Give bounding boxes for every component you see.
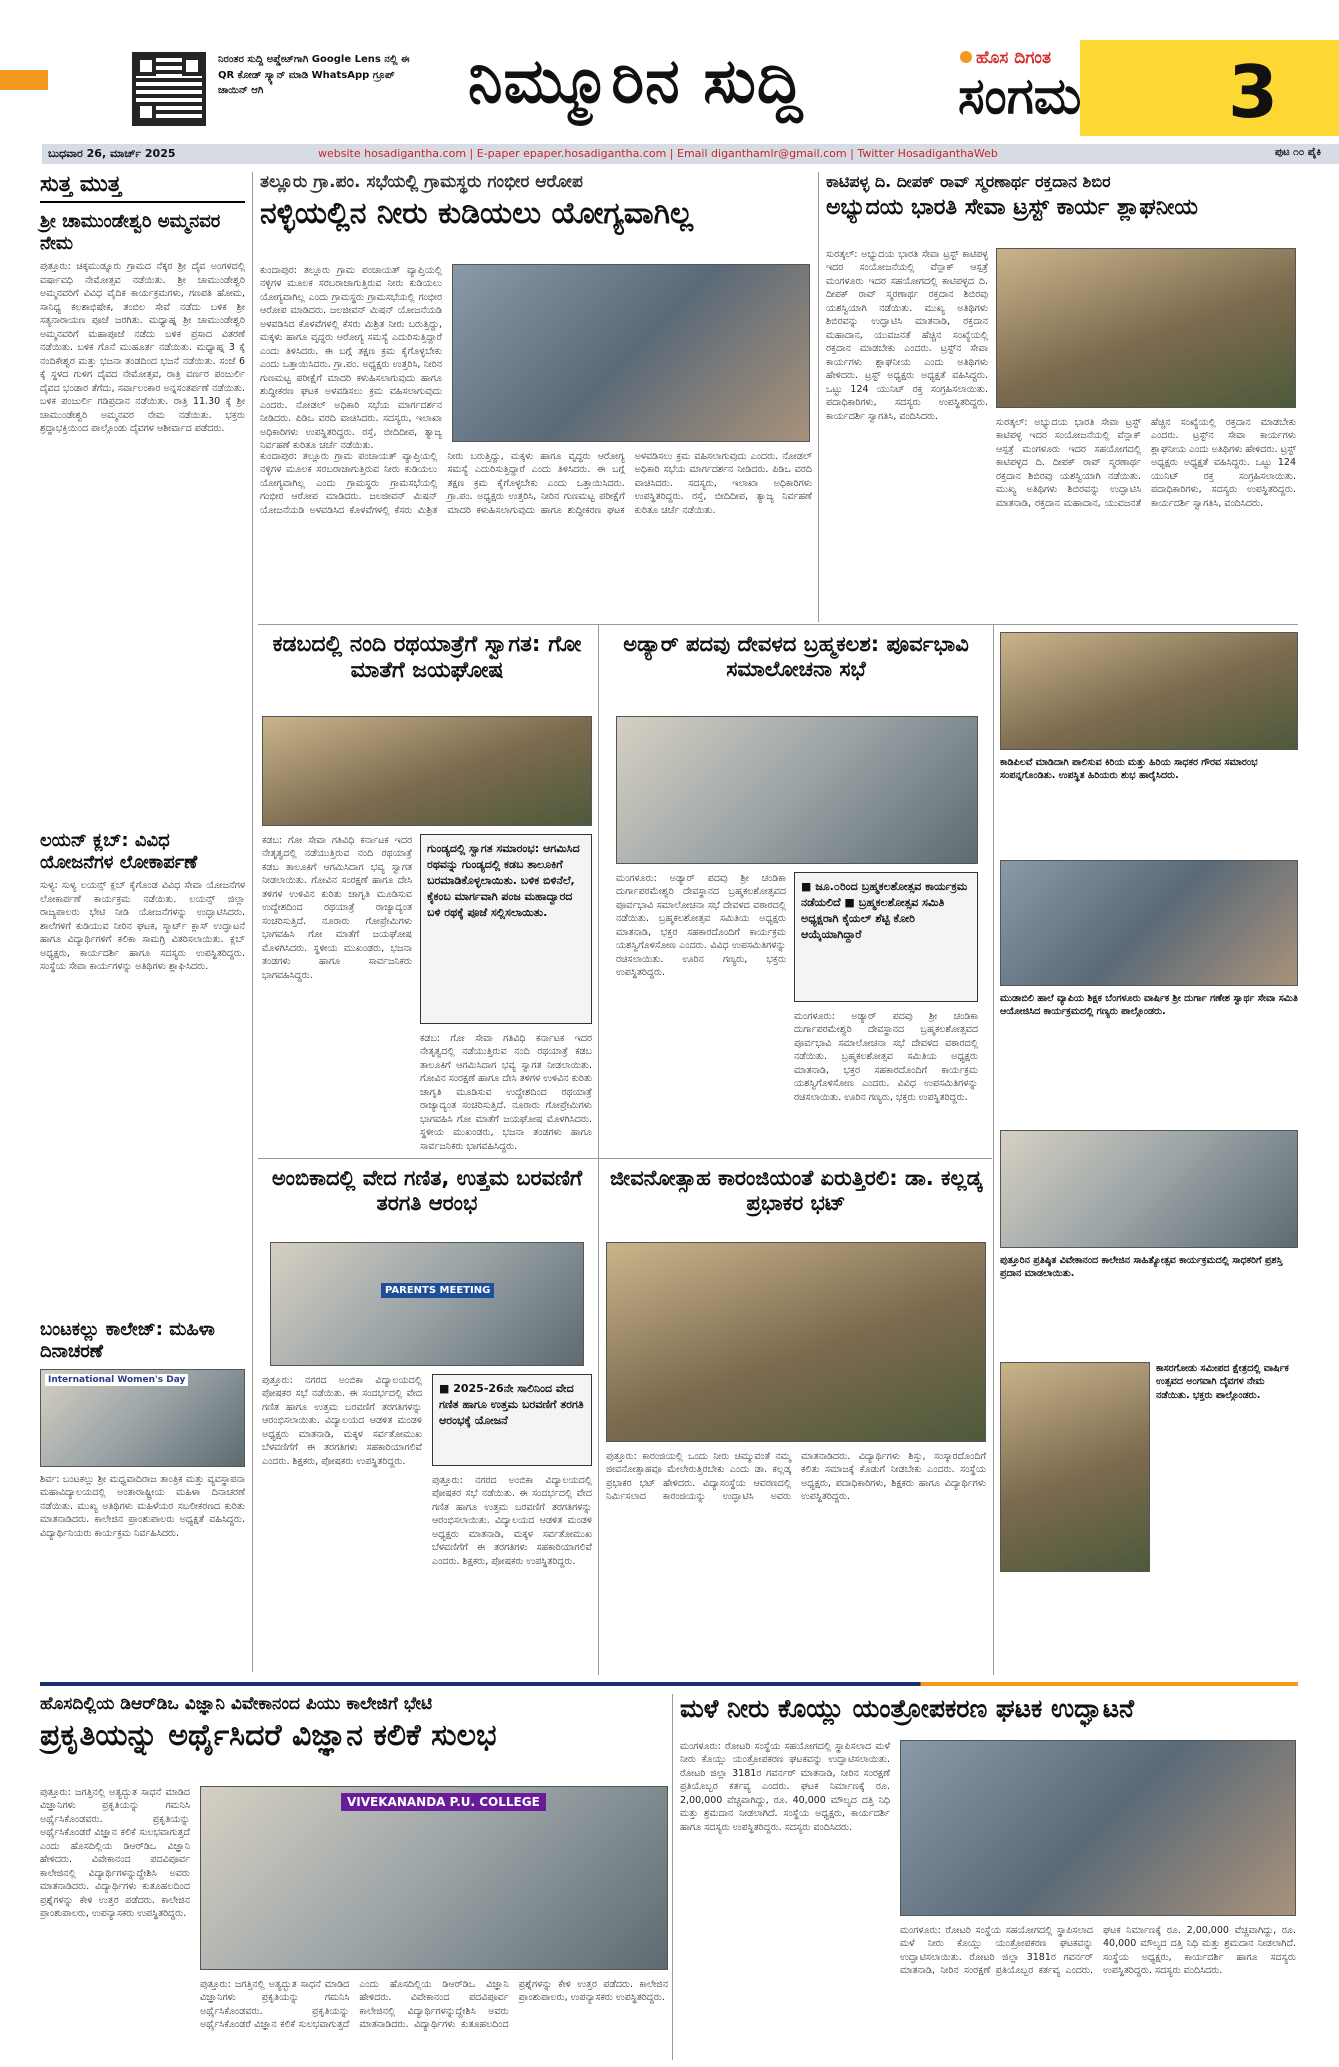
story-headline: ಜೀವನೋತ್ಸಾಹ ಕಾರಂಜಿಯಂತೆ ಏರುತ್ತಿರಲಿ: ಡಾ. ಕಲ್ಲಡ್ಕ ಪ್ರಭಾಕರ ಭಟ್ xyxy=(610,1166,982,1216)
photo-column xyxy=(1000,632,1298,1672)
photo-caption: ಕಾಸರಗೋಡು ಸಮೀಪದ ಕ್ಷೇತ್ರದಲ್ಲಿ ವಾರ್ಷಿಕ ಉತ್ಸವದ ಅಂಗವಾಗಿ ದೈವಗಳ ನೇಮ ನಡೆಯಿತು. ಭಕ್ತರು ಪಾಲ್ಗೊಂಡರು. xyxy=(1156,1363,1289,1401)
section-divider xyxy=(40,1682,1298,1686)
column-rule xyxy=(993,625,994,1675)
story-title: ಲಯನ್ ಕ್ಲಬ್: ವಿವಿಧ ಯೋಜನೆಗಳ ಲೋಕಾರ್ಪಣೆ xyxy=(40,830,198,873)
left-column xyxy=(40,172,245,1672)
story-kicker: ಕಾಟಿಪಳ್ಳ ದಿ. ದೀಪಕ್ ರಾವ್ ಸ್ಮರಣಾರ್ಥ ರಕ್ತದಾನ ಶಿಬಿರ xyxy=(826,172,1111,191)
story-body: ಕುಂದಾಪುರ: ತಲ್ಲೂರು ಗ್ರಾಮ ಪಂಚಾಯತ್ ವ್ಯಾಪ್ತಿಯಲ್ಲಿ ನಳ್ಳಿಗಳ ಮೂಲಕ ಸರಬರಾಜಾಗುತ್ತಿರುವ ನೀರು ಕುಡಿಯಲು ಯೋಗ್ಯವಾಗಿಲ್ಲ ಎಂದು ಗ್ರಾಮಸ್ಥರು ಗ್ರಾಮಸಭೆಯಲ್ಲಿ ಗಂಭೀರ ಆರೋಪ ಮಾಡಿದರು. ಜಲಜೀವನ್ ಮಿಷನ್ ಯೋಜನೆಯಡಿ ಅಳವಡಿಸಿದ ಕೊಳವೆಗಳಲ್ಲಿ ಕೆಸರು ಮಿಶ್ರಿತ ನೀರು ಬರುತ್ತಿದ್ದು, ಮಕ್ಕಳು ಹಾಗೂ ವೃದ್ಧರು ಆರೋಗ್ಯ ಸಮಸ್ಯೆ ಎದುರಿಸುತ್ತಿದ್ದಾರೆ ಎಂದು ತಿಳಿಸಿದರು. ಈ ಬಗ್ಗೆ ತಕ್ಷಣ ಕ್ರಮ ಕೈಗೊಳ್ಳಬೇಕು ಎಂದು ಒತ್ತಾಯಿಸಿದರು. ಗ್ರಾ.ಪಂ. ಅಧ್ಯಕ್ಷರು ಉತ್ತರಿಸಿ, ನೀರಿನ ಗುಣಮಟ್ಟ ಪರೀಕ್ಷೆಗೆ ಮಾದರಿ ಕಳುಹಿಸಲಾಗುವುದು ಹಾಗೂ ಶುದ್ಧೀಕರಣ ಘಟಕ ಅಳವಡಿಸಲು ಕ್ರಮ ವಹಿಸಲಾಗುವುದು ಎಂದರು. ನೋಡಲ್ ಅಧಿಕಾರಿ ಸಭೆಯ ಮಾರ್ಗದರ್ಶನ ನೀಡಿದರು. ಪಿಡಿಒ ವರದಿ ವಾಚಿಸಿದರು. ಸದಸ್ಯರು, ಇಲಾಖಾ ಅಧಿಕಾರಿಗಳು ಉಪಸ್ಥಿತರಿದ್ದರು. ರಸ್ತೆ, ಬೀದಿದೀಪ, ತ್ಯಾಜ್ಯ ನಿರ್ವಹಣೆ ಕುರಿತೂ ಚರ್ಚೆ ನಡೆಯಿತು. xyxy=(260,265,442,452)
story-headline: ನಳ್ಳಿಯಲ್ಲಿನ ನೀರು ಕುಡಿಯಲು ಯೋಗ್ಯವಾಗಿಲ್ಲ xyxy=(260,196,694,232)
story-body: ಪುತ್ತೂರು: ಜಗತ್ತಿನಲ್ಲಿ ಅತ್ಯದ್ಭುತ ಸಾಧನೆ ಮಾಡಿದ ವಿಜ್ಞಾನಿಗಳು ಪ್ರಕೃತಿಯನ್ನು ಗಮನಿಸಿ ಅರ್ಥೈಸಿಕೊಂಡವರು. ಪ್ರಕೃತಿಯನ್ನು ಅರ್ಥೈಸಿಕೊಂಡರೆ ವಿಜ್ಞಾನ ಕಲಿಕೆ ಸುಲಭವಾಗುತ್ತದೆ ಎಂದು ಹೊಸದಿಲ್ಲಿಯ ಡಿಆರ್‌ಡಿಒ ವಿಜ್ಞಾನಿ ಹೇಳಿದರು. ವಿವೇಕಾನಂದ ಪದವಿಪೂರ್ವ ಕಾಲೇಜಿನಲ್ಲಿ ವಿದ್ಯಾರ್ಥಿಗಳನ್ನುದ್ದೇಶಿಸಿ ಅವರು ಮಾತನಾಡಿದರು. ವಿದ್ಯಾರ್ಥಿಗಳು ಕುತೂಹಲದಿಂದ ಪ್ರಶ್ನೆಗಳನ್ನು ಕೇಳಿ ಉತ್ತರ ಪಡೆದರು. ಕಾಲೇಜಿನ ಪ್ರಾಂಶುಪಾಲರು, ಉಪನ್ಯಾಸಕರು ಉಪಸ್ಥಿತರಿದ್ದರು. xyxy=(40,1787,190,1920)
story-body: ಸುಳ್ಯ: ಸುಳ್ಯ ಲಯನ್ಸ್ ಕ್ಲಬ್ ಕೈಗೊಂಡ ವಿವಿಧ ಸೇವಾ ಯೋಜನೆಗಳ ಲೋಕಾರ್ಪಣೆ ಕಾರ್ಯಕ್ರಮ ನಡೆಯಿತು. ಲಯನ್ಸ್ ಜಿಲ್ಲಾ ರಾಜ್ಯಪಾಲರು ಭೇಟಿ ನೀಡಿ ಯೋಜನೆಗಳನ್ನು ಉದ್ಘಾಟಿಸಿದರು. ಶಾಲೆಗಳಿಗೆ ಕುಡಿಯುವ ನೀರಿನ ಘಟಕ, ಸ್ಮಾರ್ಟ್ ಕ್ಲಾಸ್ ಉದ್ಘಾಟನೆ ಹಾಗೂ ವಿದ್ಯಾರ್ಥಿಗಳಿಗೆ ಕಲಿಕಾ ಸಾಮಗ್ರಿ ವಿತರಿಸಲಾಯಿತು. ಕ್ಲಬ್ ಅಧ್ಯಕ್ಷರು, ಕಾರ್ಯದರ್ಶಿ ಹಾಗೂ ಸದಸ್ಯರು ಉಪಸ್ಥಿತರಿದ್ದರು. ಸಂಸ್ಥೆಯ ಸೇವಾ ಕಾರ್ಯಗಳನ್ನು ಅತಿಥಿಗಳು ಶ್ಲಾಘಿಸಿದರು. xyxy=(40,880,245,973)
masthead-title: ನಿಮ್ಮೂರಿನ ಸುದ್ದಿ xyxy=(468,44,804,117)
rainwater-story xyxy=(680,1694,1298,2060)
page-count: ಪುಟ ೧೦ ಪೈಕಿ xyxy=(1275,147,1322,158)
story-photo xyxy=(262,716,592,826)
contact-links: website hosadigantha.com | E-paper epaper.hosadigantha.com | Email diganthamlr@gmail.com | Twitter HosadiganthaWeb xyxy=(318,147,998,160)
story-body: ಸುರತ್ಕಲ್: ಅಭ್ಯುದಯ ಭಾರತಿ ಸೇವಾ ಟ್ರಸ್ಟ್ ಕಾಟಿಪಳ್ಳ ಇದರ ಸಂಯೋಜನೆಯಲ್ಲಿ ವೆನ್ಲಾಕ್ ಆಸ್ಪತ್ರೆ ಮಂಗಳೂರು ಇದರ ಸಹಯೋಗದಲ್ಲಿ ಕಾಟಿಪಳ್ಳದ ದಿ. ದೀಪಕ್ ರಾವ್ ಸ್ಮರಣಾರ್ಥ ರಕ್ತದಾನ ಶಿಬಿರವು ಯಶಸ್ವಿಯಾಗಿ ನಡೆಯಿತು. ಮುಖ್ಯ ಅತಿಥಿಗಳು ಶಿಬಿರವನ್ನು ಉದ್ಘಾಟಿಸಿ ಮಾತನಾಡಿ, ರಕ್ತದಾನ ಮಹಾದಾನ, ಯುವಜನತೆ ಹೆಚ್ಚಿನ ಸಂಖ್ಯೆಯಲ್ಲಿ ರಕ್ತದಾನ ಮಾಡಬೇಕು ಎಂದರು. ಟ್ರಸ್ಟ್‌ನ ಸೇವಾ ಕಾರ್ಯಗಳು ಶ್ಲಾಘನೀಯ ಎಂದು ಅತಿಥಿಗಳು ಹೇಳಿದರು. ಟ್ರಸ್ಟ್ ಅಧ್ಯಕ್ಷರು ಅಧ್ಯಕ್ಷತೆ ವಹಿಸಿದ್ದರು. ಒಟ್ಟು 124 ಯುನಿಟ್ ರಕ್ತ ಸಂಗ್ರಹಿಸಲಾಯಿತು. ಪದಾಧಿಕಾರಿಗಳು, ಸದಸ್ಯರು ಉಪಸ್ಥಿತರಿದ್ದರು. ಕಾರ್ಯದರ್ಶಿ ಸ್ವಾಗತಿಸಿ, ವಂದಿಸಿದರು. xyxy=(826,249,988,422)
orange-tab xyxy=(0,70,48,90)
story-headline: ಅಭ್ಯುದಯ ಭಾರತಿ ಸೇವಾ ಟ್ರಸ್ಟ್ ಕಾರ್ಯ ಶ್ಲಾಘನೀಯ xyxy=(826,195,1198,221)
rath-yatra-story xyxy=(262,632,592,1152)
ambika-story xyxy=(262,1166,592,1672)
blood-camp-story xyxy=(826,172,1298,622)
story-headline: ಅಡ್ಯಾರ್ ಪದವು ದೇವಳದ ಬ್ರಹ್ಮಕಲಶ: ಪೂರ್ವಭಾವಿ ಸಮಾಲೋಚನಾ ಸಭೆ xyxy=(623,632,969,682)
story-body-cont: ಮಂಗಳೂರು: ಅಡ್ಯಾರ್ ಪದವು ಶ್ರೀ ಚಂಡಿಕಾ ದುರ್ಗಾಪರಮೇಶ್ವರಿ ದೇವಸ್ಥಾನದ ಬ್ರಹ್ಮಕಲಶೋತ್ಸವದ ಪೂರ್ವಭಾವಿ ಸಮಾಲೋಚನಾ ಸಭೆ ದೇವಳದ ವಠಾರದಲ್ಲಿ ನಡೆಯಿತು. ಬ್ರಹ್ಮಕಲಶೋತ್ಸವ ಸಮಿತಿಯ ಅಧ್ಯಕ್ಷರು ಮಾತನಾಡಿ, ಭಕ್ತರ ಸಹಕಾರದೊಂದಿಗೆ ಕಾರ್ಯಕ್ರಮ ಯಶಸ್ವಿಗೊಳಿಸೋಣ ಎಂದರು. ವಿವಿಧ ಉಪಸಮಿತಿಗಳನ್ನು ರಚಿಸಲಾಯಿತು. ಊರಿನ ಗಣ್ಯರು, ಭಕ್ತರು ಉಪಸ್ಥಿತರಿದ್ದರು. xyxy=(794,1011,978,1103)
column-rule xyxy=(672,1694,673,2060)
story-body-cont: ಪುತ್ತೂರು: ನಗರದ ಅಂಬಿಕಾ ವಿದ್ಯಾಲಯದಲ್ಲಿ ಪೋಷಕರ ಸಭೆ ನಡೆಯಿತು. ಈ ಸಂದರ್ಭದಲ್ಲಿ ವೇದ ಗಣಿತ ಹಾಗೂ ಉತ್ತಮ ಬರವಣಿಗೆ ತರಗತಿಗಳನ್ನು ಆರಂಭಿಸಲಾಯಿತು. ವಿದ್ಯಾಲಯದ ಆಡಳಿತ ಮಂಡಳಿ ಅಧ್ಯಕ್ಷರು ಮಾತನಾಡಿ, ಮಕ್ಕಳ ಸರ್ವತೋಮುಖ ಬೆಳವಣಿಗೆಗೆ ಈ ತರಗತಿಗಳು ಸಹಕಾರಿಯಾಗಲಿವೆ ಎಂದರು. ಶಿಕ್ಷಕರು, ಪೋಷಕರು ಉಪಸ್ಥಿತರಿದ್ದರು. xyxy=(432,1475,592,1567)
photo-banner-text: VIVEKANANDA P.U. COLLEGE xyxy=(341,1793,546,1811)
lead-story xyxy=(260,172,812,622)
masthead xyxy=(0,0,1339,160)
story-body: ಪುತ್ತೂರು: ನಗರದ ಅಂಬಿಕಾ ವಿದ್ಯಾಲಯದಲ್ಲಿ ಪೋಷಕರ ಸಭೆ ನಡೆಯಿತು. ಈ ಸಂದರ್ಭದಲ್ಲಿ ವೇದ ಗಣಿತ ಹಾಗೂ ಉತ್ತಮ ಬರವಣಿಗೆ ತರಗತಿಗಳನ್ನು ಆರಂಭಿಸಲಾಯಿತು. ವಿದ್ಯಾಲಯದ ಆಡಳಿತ ಮಂಡಳಿ ಅಧ್ಯಕ್ಷರು ಮಾತನಾಡಿ, ಮಕ್ಕಳ ಸರ್ವತೋಮುಖ ಬೆಳವಣಿಗೆಗೆ ಈ ತರಗತಿಗಳು ಸಹಕಾರಿಯಾಗಲಿವೆ ಎಂದರು. ಶಿಕ್ಷಕರು, ಪೋಷಕರು ಉಪಸ್ಥಿತರಿದ್ದರು. xyxy=(262,1375,422,1467)
section-name: ಸಂಗಮ xyxy=(958,66,1082,125)
story-body: ಶಿರ್ವ: ಬಂಟಕಲ್ಲು ಶ್ರೀ ಮಧ್ವವಾದಿರಾಜ ತಾಂತ್ರಿಕ ಮತ್ತು ವ್ಯವಸ್ಥಾಪನಾ ಮಹಾವಿದ್ಯಾಲಯದಲ್ಲಿ ಅಂತಾರಾಷ್ಟ್ರೀಯ ಮಹಿಳಾ ದಿನಾಚರಣೆ ನಡೆಯಿತು. ಮುಖ್ಯ ಅತಿಥಿಗಳು ಮಹಿಳೆಯರ ಸಬಲೀಕರಣದ ಕುರಿತು ಮಾತನಾಡಿದರು. ಕಾಲೇಜಿನ ಪ್ರಾಂಶುಪಾಲರು ಅಧ್ಯಕ್ಷತೆ ವಹಿಸಿದ್ದರು. ವಿದ್ಯಾರ್ಥಿನಿಯರು ಕಾರ್ಯಕ್ರಮ ನಿರ್ವಹಿಸಿದರು. xyxy=(40,1473,245,1539)
story-body: ಪುತ್ತೂರು: ಕಾರಂಜಿಯಲ್ಲಿ ಒಂದು ನೀರು ಚಿಮ್ಮುವಂತೆ ನಮ್ಮ ಜೀವನೋತ್ಸಾಹವೂ ಮೇಲೇರುತ್ತಿರಬೇಕು ಎಂದು ಡಾ. ಕಲ್ಲಡ್ಕ ಪ್ರಭಾಕರ ಭಟ್ ಹೇಳಿದರು. ವಿದ್ಯಾಸಂಸ್ಥೆಯ ಆವರಣದಲ್ಲಿ ನಿರ್ಮಿಸಲಾದ ಕಾರಂಜಿಯನ್ನು ಉದ್ಘಾಟಿಸಿ ಅವರು ಮಾತನಾಡಿದರು. ವಿದ್ಯಾರ್ಥಿಗಳು ಶಿಸ್ತು, ಸಂಸ್ಕಾರದೊಂದಿಗೆ ಕಲಿತು ಸಮಾಜಕ್ಕೆ ಕೊಡುಗೆ ನೀಡಬೇಕು ಎಂದರು. ಸಂಸ್ಥೆಯ ಅಧ್ಯಕ್ಷರು, ಪದಾಧಿಕಾರಿಗಳು, ಶಿಕ್ಷಕರು ಹಾಗೂ ವಿದ್ಯಾರ್ಥಿಗಳು ಉಪಸ್ಥಿತರಿದ್ದರು. xyxy=(606,1451,986,1503)
brand-logo xyxy=(960,48,1051,68)
story-photo xyxy=(200,1786,668,1970)
story-photo xyxy=(900,1740,1296,1916)
story-body: ಕಡಬ: ಗೋ ಸೇವಾ ಗತಿವಿಧಿ ಕರ್ನಾಟಕ ಇದರ ನೇತೃತ್ವದಲ್ಲಿ ನಡೆಯುತ್ತಿರುವ ನಂದಿ ರಥಯಾತ್ರೆ ಕಡಬ ತಾಲೂಕಿಗೆ ಆಗಮಿಸಿದಾಗ ಭವ್ಯ ಸ್ವಾಗತ ನೀಡಲಾಯಿತು. ಗೋವಿನ ಸಂರಕ್ಷಣೆ ಹಾಗೂ ದೇಸಿ ತಳಿಗಳ ಉಳಿವಿನ ಕುರಿತು ಜಾಗೃತಿ ಮೂಡಿಸುವ ಉದ್ದೇಶದಿಂದ ರಥಯಾತ್ರೆ ರಾಜ್ಯಾದ್ಯಂತ ಸಂಚರಿಸುತ್ತಿದೆ. ನೂರಾರು ಗೋಪ್ರೇಮಿಗಳು ಭಾಗವಹಿಸಿ ಗೋ ಮಾತೆಗೆ ಜಯಘೋಷ ಮೊಳಗಿಸಿದರು. ಸ್ಥಳೀಯ ಮುಖಂಡರು, ಭಜನಾ ತಂಡಗಳು ಹಾಗೂ ಸಾರ್ವಜನಿಕರು ಭಾಗವಹಿಸಿದ್ದರು. xyxy=(262,835,412,981)
story-headline: ಮಳೆ ನೀರು ಕೊಯ್ಲು ಯಂತ್ರೋಪಕರಣ ಘಟಕ ಉದ್ಘಾಟನೆ xyxy=(680,1694,1135,1723)
story-photo xyxy=(1000,860,1298,986)
story-body-cont: ಮಂಗಳೂರು: ರೋಟರಿ ಸಂಸ್ಥೆಯ ಸಹಯೋಗದಲ್ಲಿ ಸ್ಥಾಪಿಸಲಾದ ಮಳೆ ನೀರು ಕೊಯ್ಲು ಯಂತ್ರೋಪಕರಣ ಘಟಕವನ್ನು ಉದ್ಘಾಟಿಸಲಾಯಿತು. ರೋಟರಿ ಜಿಲ್ಲಾ 3181ರ ಗವರ್ನರ್ ಮಾತನಾಡಿ, ನೀರಿನ ಸಂರಕ್ಷಣೆ ಪ್ರತಿಯೊಬ್ಬರ ಕರ್ತವ್ಯ ಎಂದರು. ಘಟಕ ನಿರ್ಮಾಣಕ್ಕೆ ರೂ. 2,00,000 ವೆಚ್ಚವಾಗಿದ್ದು, ರೂ. 40,000 ಮೌಲ್ಯದ ದತ್ತಿ ನಿಧಿ ಮತ್ತು ಶ್ರಮದಾನ ನೀಡಲಾಗಿದೆ. ಸಂಸ್ಥೆಯ ಅಧ್ಯಕ್ಷರು, ಕಾರ್ಯದರ್ಶಿ ಹಾಗೂ ಸದಸ್ಯರು ಉಪಸ್ಥಿತರಿದ್ದರು. ಸದಸ್ಯರು ವಂದಿಸಿದರು. xyxy=(900,1925,1296,1977)
story-body-cont: ಕುಂದಾಪುರ: ತಲ್ಲೂರು ಗ್ರಾಮ ಪಂಚಾಯತ್ ವ್ಯಾಪ್ತಿಯಲ್ಲಿ ನಳ್ಳಿಗಳ ಮೂಲಕ ಸರಬರಾಜಾಗುತ್ತಿರುವ ನೀರು ಕುಡಿಯಲು ಯೋಗ್ಯವಾಗಿಲ್ಲ ಎಂದು ಗ್ರಾಮಸ್ಥರು ಗ್ರಾಮಸಭೆಯಲ್ಲಿ ಗಂಭೀರ ಆರೋಪ ಮಾಡಿದರು. ಜಲಜೀವನ್ ಮಿಷನ್ ಯೋಜನೆಯಡಿ ಅಳವಡಿಸಿದ ಕೊಳವೆಗಳಲ್ಲಿ ಕೆಸರು ಮಿಶ್ರಿತ ನೀರು ಬರುತ್ತಿದ್ದು, ಮಕ್ಕಳು ಹಾಗೂ ವೃದ್ಧರು ಆರೋಗ್ಯ ಸಮಸ್ಯೆ ಎದುರಿಸುತ್ತಿದ್ದಾರೆ ಎಂದು ತಿಳಿಸಿದರು. ಈ ಬಗ್ಗೆ ತಕ್ಷಣ ಕ್ರಮ ಕೈಗೊಳ್ಳಬೇಕು ಎಂದು ಒತ್ತಾಯಿಸಿದರು. ಗ್ರಾ.ಪಂ. ಅಧ್ಯಕ್ಷರು ಉತ್ತರಿಸಿ, ನೀರಿನ ಗುಣಮಟ್ಟ ಪರೀಕ್ಷೆಗೆ ಮಾದರಿ ಕಳುಹಿಸಲಾಗುವುದು ಹಾಗೂ ಶುದ್ಧೀಕರಣ ಘಟಕ ಅಳವಡಿಸಲು ಕ್ರಮ ವಹಿಸಲಾಗುವುದು ಎಂದರು. ನೋಡಲ್ ಅಧಿಕಾರಿ ಸಭೆಯ ಮಾರ್ಗದರ್ಶನ ನೀಡಿದರು. ಪಿಡಿಒ ವರದಿ ವಾಚಿಸಿದರು. ಸದಸ್ಯರು, ಇಲಾಖಾ ಅಧಿಕಾರಿಗಳು ಉಪಸ್ಥಿತರಿದ್ದರು. ರಸ್ತೆ, ಬೀದಿದೀಪ, ತ್ಯಾಜ್ಯ ನಿರ್ವಹಣೆ ಕುರಿತೂ ಚರ್ಚೆ ನಡೆಯಿತು. xyxy=(260,451,812,516)
story-headline: ಅಂಬಿಕಾದಲ್ಲಿ ವೇದ ಗಣಿತ, ಉತ್ತಮ ಬರವಣಿಗೆ ತರಗತಿ ಆರಂಭ xyxy=(271,1166,583,1216)
story-kicker: ತಲ್ಲೂರು ಗ್ರಾ.ಪಂ. ಸಭೆಯಲ್ಲಿ ಗ್ರಾಮಸ್ಥರು ಗಂಭೀರ ಆರೋಪ xyxy=(260,172,583,192)
story-body-cont: ಸುರತ್ಕಲ್: ಅಭ್ಯುದಯ ಭಾರತಿ ಸೇವಾ ಟ್ರಸ್ಟ್ ಕಾಟಿಪಳ್ಳ ಇದರ ಸಂಯೋಜನೆಯಲ್ಲಿ ವೆನ್ಲಾಕ್ ಆಸ್ಪತ್ರೆ ಮಂಗಳೂರು ಇದರ ಸಹಯೋಗದಲ್ಲಿ ಕಾಟಿಪಳ್ಳದ ದಿ. ದೀಪಕ್ ರಾವ್ ಸ್ಮರಣಾರ್ಥ ರಕ್ತದಾನ ಶಿಬಿರವು ಯಶಸ್ವಿಯಾಗಿ ನಡೆಯಿತು. ಮುಖ್ಯ ಅತಿಥಿಗಳು ಶಿಬಿರವನ್ನು ಉದ್ಘಾಟಿಸಿ ಮಾತನಾಡಿ, ರಕ್ತದಾನ ಮಹಾದಾನ, ಯುವಜನತೆ ಹೆಚ್ಚಿನ ಸಂಖ್ಯೆಯಲ್ಲಿ ರಕ್ತದಾನ ಮಾಡಬೇಕು ಎಂದರು. ಟ್ರಸ್ಟ್‌ನ ಸೇವಾ ಕಾರ್ಯಗಳು ಶ್ಲಾಘನೀಯ ಎಂದು ಅತಿಥಿಗಳು ಹೇಳಿದರು. ಟ್ರಸ್ಟ್ ಅಧ್ಯಕ್ಷರು ಅಧ್ಯಕ್ಷತೆ ವಹಿಸಿದ್ದರು. ಒಟ್ಟು 124 ಯುನಿಟ್ ರಕ್ತ ಸಂಗ್ರಹಿಸಲಾಯಿತು. ಪದಾಧಿಕಾರಿಗಳು, ಸದಸ್ಯರು ಉಪಸ್ಥಿತರಿದ್ದರು. ಕಾರ್ಯದರ್ಶಿ ಸ್ವಾಗತಿಸಿ, ವಂದಿಸಿದರು. xyxy=(996,417,1296,509)
story-photo xyxy=(1000,632,1298,750)
photo-banner-text: International Women's Day xyxy=(45,1374,188,1386)
brand-name: ಹೊಸ ದಿಗಂತ xyxy=(976,48,1051,68)
page-number: 3 xyxy=(1228,50,1279,134)
story-photo xyxy=(616,716,978,864)
story-body: ಮಂಗಳೂರು: ರೋಟರಿ ಸಂಸ್ಥೆಯ ಸಹಯೋಗದಲ್ಲಿ ಸ್ಥಾಪಿಸಲಾದ ಮಳೆ ನೀರು ಕೊಯ್ಲು ಯಂತ್ರೋಪಕರಣ ಘಟಕವನ್ನು ಉದ್ಘಾಟಿಸಲಾಯಿತು. ರೋಟರಿ ಜಿಲ್ಲಾ 3181ರ ಗವರ್ನರ್ ಮಾತನಾಡಿ, ನೀರಿನ ಸಂರಕ್ಷಣೆ ಪ್ರತಿಯೊಬ್ಬರ ಕರ್ತವ್ಯ ಎಂದರು. ಘಟಕ ನಿರ್ಮಾಣಕ್ಕೆ ರೂ. 2,00,000 ವೆಚ್ಚವಾಗಿದ್ದು, ರೂ. 40,000 ಮೌಲ್ಯದ ದತ್ತಿ ನಿಧಿ ಮತ್ತು ಶ್ರಮದಾನ ನೀಡಲಾಗಿದೆ. ಸಂಸ್ಥೆಯ ಅಧ್ಯಕ್ಷರು, ಕಾರ್ಯದರ್ಶಿ ಹಾಗೂ ಸದಸ್ಯರು ಉಪಸ್ಥಿತರಿದ್ದರು. ಸದಸ್ಯರು ವಂದಿಸಿದರು. xyxy=(680,1741,890,1833)
photo-caption: ಕಾಡಿಪಿಲವೆ ಮಾಡಿದಾಗಿ ಪಾಲಿಸುವ ಕಿರಿಯ ಮತ್ತು ಹಿರಿಯ ಸಾಧಕರ ಗೌರವ ಸಮಾರಂಭ ಸಂಪನ್ನಗೊಂಡಿತು. ಉಪಸ್ಥಿತ ಹಿರಿಯರು ಶುಭ ಹಾರೈಸಿದರು. xyxy=(1000,757,1258,782)
column-rule xyxy=(252,172,253,1672)
column-rule xyxy=(598,625,599,1675)
column-rule xyxy=(818,172,819,622)
photo-caption: ಪುತ್ತೂರಿನ ಪ್ರತಿಷ್ಠಿತ ವಿವೇಕಾನಂದ ಕಾಲೇಜಿನ ಸಾಹಿತ್ಯೋತ್ಸವ ಕಾರ್ಯಕ್ರಮದಲ್ಲಿ ಸಾಧಕರಿಗೆ ಪ್ರಶಸ್ತಿ ಪ್ರದಾನ ಮಾಡಲಾಯಿತು. xyxy=(1000,1255,1283,1280)
drdo-story xyxy=(40,1694,670,2060)
story-photo xyxy=(1000,1130,1298,1248)
story-headline: ಕಡಬದಲ್ಲಿ ನಂದಿ ರಥಯಾತ್ರೆಗೆ ಸ್ವಾಗತ: ಗೋ ಮಾತೆಗೆ ಜಯಘೋಷ xyxy=(272,632,582,684)
info-box: ■ 2025-26ನೇ ಸಾಲಿನಿಂದ ವೇದ ಗಣಿತ ಹಾಗೂ ಉತ್ತಮ ಬರವಣಿಗೆ ತರಗತಿ ಆರಂಭಕ್ಕೆ ಯೋಜನೆ xyxy=(432,1374,592,1466)
section-panel xyxy=(1080,40,1339,136)
story-body-cont: ಕಡಬ: ಗೋ ಸೇವಾ ಗತಿವಿಧಿ ಕರ್ನಾಟಕ ಇದರ ನೇತೃತ್ವದಲ್ಲಿ ನಡೆಯುತ್ತಿರುವ ನಂದಿ ರಥಯಾತ್ರೆ ಕಡಬ ತಾಲೂಕಿಗೆ ಆಗಮಿಸಿದಾಗ ಭವ್ಯ ಸ್ವಾಗತ ನೀಡಲಾಯಿತು. ಗೋವಿನ ಸಂರಕ್ಷಣೆ ಹಾಗೂ ದೇಸಿ ತಳಿಗಳ ಉಳಿವಿನ ಕುರಿತು ಜಾಗೃತಿ ಮೂಡಿಸುವ ಉದ್ದೇಶದಿಂದ ರಥಯಾತ್ರೆ ರಾಜ್ಯಾದ್ಯಂತ ಸಂಚರಿಸುತ್ತಿದೆ. ನೂರಾರು ಗೋಪ್ರೇಮಿಗಳು ಭಾಗವಹಿಸಿ ಗೋ ಮಾತೆಗೆ ಜಯಘೋಷ ಮೊಳಗಿಸಿದರು. ಸ್ಥಳೀಯ ಮುಖಂಡರು, ಭಜನಾ ತಂಡಗಳು ಹಾಗೂ ಸಾರ್ವಜನಿಕರು ಭಾಗವಹಿಸಿದ್ದರು. xyxy=(420,1033,592,1152)
photo-caption: ಮುಡಾಬಿಲಿ ಹಾಲೆ ವ್ಯಾಪಿಯ ಶಿಕ್ಷಕ ಬೆಂಗಳೂರು ವಾರ್ಷಿಕ ಶ್ರೀ ದುರ್ಗಾ ಗಣೇಶ ಸ್ವಾರ್ಥ ಸೇವಾ ಸಮಿತಿ ಆಯೋಜಿಸಿದ ಕಾರ್ಯಕ್ರಮದಲ್ಲಿ ಗಣ್ಯರು ಪಾಲ್ಗೊಂಡರು. xyxy=(1000,993,1298,1018)
story-body: ಪುತ್ತೂರು: ಚಿಕ್ಕಮುಡ್ನೂರು ಗ್ರಾಮದ ನೆಕ್ಕರ ಶ್ರೀ ದೈವ ಅಂಗಳದಲ್ಲಿ ವರ್ಷಾವಧಿ ನೇಮೋತ್ಸವ ನಡೆಯಿತು. ಶ್ರೀ ಚಾಮುಂಡೇಶ್ವರಿ ಅಮ್ಮನವರಿಗೆ ವಿವಿಧ ವೈದಿಕ ಕಾರ್ಯಕ್ರಮಗಳು, ಗಣಪತಿ ಹೋಮ, ಸಾನಿಧ್ಯ ಕಲಶಾಭಿಷೇಕ, ತಂಬಿಲ ಸೇವೆ ನಡೆದು ಬಳಿಕ ಶ್ರೀ ಸತ್ಯನಾರಾಯಣ ಪೂಜೆ ಜರಗಿತು. ಮಧ್ಯಾಹ್ನ ಶ್ರೀ ಚಾಮುಂಡೇಶ್ವರಿ ಅಮ್ಮನವರಿಗೆ ಮಹಾಪೂಜೆ ನಡೆದು ಬಳಿಕ ಪ್ರಸಾದ ವಿತರಣೆ ನಡೆಯಿತು. ಬಳಿಕ ಗೊನೆ ಮುಹೂರ್ತ ನಡೆಯಿತು. ಮಧ್ಯಾಹ್ನ 3 ಕ್ಕೆ ನಂದಿಕೇಶ್ವರ ಮತ್ತು ಭಜನಾ ತಂಡದಿಂದ ಭಜನೆ ನಡೆಯಿತು. ಸಂಜೆ 6 ಕ್ಕೆ ಸ್ಥಳದ ಗುಳಿಗ ದೈವದ ನೇಮೋತ್ಸವ, ರಾತ್ರಿ ವರ್ಣರ ಪಂಜುರ್ಲಿ ದೈವದ ಭಂಡಾರ ತೆಗೆದು, ಸರ್ವಾಲಂಕಾರ ಅನ್ನಸಂತರ್ಪಣೆ ನಡೆಯಿತು. ಬಳಿಕ ಪಂಜುರ್ಲಿ ಗಡಿಪ್ರದಾನ ನಡೆಯಿತು. ರಾತ್ರಿ 11.30 ಕ್ಕೆ ಶ್ರೀ ಚಾಮುಂಡೇಶ್ವರಿ ಅಮ್ಮನವರ ನೇಮ ನಡೆಯಿತು. ಭಕ್ತರು ಶ್ರದ್ಧಾಭಕ್ತಿಯಿಂದ ಪಾಲ್ಗೊಂಡು ದೈವಗಳ ಆಶೀರ್ವಾದ ಪಡೆದರು. xyxy=(40,261,245,434)
fountain-story xyxy=(606,1166,986,1672)
story-photo xyxy=(996,248,1296,408)
issue-date: ಬುಧವಾರ 26, ಮಾರ್ಚ್ 2025 xyxy=(48,147,176,160)
info-box: ಗುಂಡ್ಯದಲ್ಲಿ ಸ್ವಾಗತ ಸಮಾರಂಭ: ಆಗಮಿಸಿದ ರಥವನ್ನು ಗುಂಡ್ಯದಲ್ಲಿ ಕಡಬ ತಾಲೂಕಿಗೆ ಬರಮಾಡಿಕೊಳ್ಳಲಾಯಿತು. ಬಳಿಕ ಬಿಳಿನೆಲೆ, ಕೈಕಂಬ ಮಾರ್ಗವಾಗಿ ಪಂಜ ಮಹಾದ್ವಾರದ ಬಳಿ ರಥಕ್ಕೆ ಪೂಜೆ ಸಲ್ಲಿಸಲಾಯಿತು. xyxy=(420,834,592,1024)
story-kicker: ಹೊಸದಿಲ್ಲಿಯ ಡಿಆರ್‌ಡಿಒ ವಿಜ್ಞಾನಿ ವಿವೇಕಾನಂದ ಪಿಯು ಕಾಲೇಜಿಗೆ ಭೇಟಿ xyxy=(40,1694,433,1714)
column-label: ಸುತ್ತ ಮುತ್ತ xyxy=(40,172,245,203)
qr-note: ನಿರಂತರ ಸುದ್ದಿ ಅಪ್ಡೇಟ್‌ಗಾಗಿ Google Lens ನಲ್ಲಿ ಈ QR ಕೋಡ್ ಸ್ಕ್ಯಾನ್ ಮಾಡಿ WhatsApp ಗ್ರೂಪ್ ಜಾಯಿನ್ ಆಗಿ xyxy=(218,54,410,96)
story-body: ಮಂಗಳೂರು: ಅಡ್ಯಾರ್ ಪದವು ಶ್ರೀ ಚಂಡಿಕಾ ದುರ್ಗಾಪರಮೇಶ್ವರಿ ದೇವಸ್ಥಾನದ ಬ್ರಹ್ಮಕಲಶೋತ್ಸವದ ಪೂರ್ವಭಾವಿ ಸಮಾಲೋಚನಾ ಸಭೆ ದೇವಳದ ವಠಾರದಲ್ಲಿ ನಡೆಯಿತು. ಬ್ರಹ್ಮಕಲಶೋತ್ಸವ ಸಮಿತಿಯ ಅಧ್ಯಕ್ಷರು ಮಾತನಾಡಿ, ಭಕ್ತರ ಸಹಕಾರದೊಂದಿಗೆ ಕಾರ್ಯಕ್ರಮ ಯಶಸ್ವಿಗೊಳಿಸೋಣ ಎಂದರು. ವಿವಿಧ ಉಪಸಮಿತಿಗಳನ್ನು ರಚಿಸಲಾಯಿತು. ಊರಿನ ಗಣ್ಯರು, ಭಕ್ತರು ಉಪಸ್ಥಿತರಿದ್ದರು. xyxy=(616,873,786,979)
section-rule xyxy=(258,1158,992,1159)
info-box: ■ ಜೂ.೦ರಿಂದ ಬ್ರಹ್ಮಕಲಶೋತ್ಸವ ಕಾರ್ಯಕ್ರಮ ನಡೆಯಲಿದೆ ■ ಬ್ರಹ್ಮಕಲಶೋತ್ಸವ ಸಮಿತಿ ಅಧ್ಯಕ್ಷರಾಗಿ ಕೈಯಲ್ ಶೆಟ್ಟಿ ಕೋರಿ ಆಯ್ಕೆಯಾಗಿದ್ದಾರೆ xyxy=(794,872,978,1002)
photo-banner-text: PARENTS MEETING xyxy=(381,1283,494,1298)
brand-icon xyxy=(960,51,972,63)
story-photo xyxy=(452,264,810,442)
brahmakalasha-story xyxy=(606,632,986,1152)
story-photo xyxy=(270,1242,584,1366)
story-title: ಶ್ರೀ ಚಾಮುಂಡೇಶ್ವರಿ ಅಮ್ಮನವರ ನೇಮ xyxy=(40,211,221,254)
qr-code xyxy=(132,52,206,126)
story-headline: ಪ್ರಕೃತಿಯನ್ನು ಅರ್ಥೈಸಿದರೆ ವಿಜ್ಞಾನ ಕಲಿಕೆ ಸುಲಭ xyxy=(40,1718,497,1754)
story-photo xyxy=(40,1369,245,1467)
story-photo xyxy=(1000,1362,1150,1572)
story-body-cont: ಪುತ್ತೂರು: ಜಗತ್ತಿನಲ್ಲಿ ಅತ್ಯದ್ಭುತ ಸಾಧನೆ ಮಾಡಿದ ವಿಜ್ಞಾನಿಗಳು ಪ್ರಕೃತಿಯನ್ನು ಗಮನಿಸಿ ಅರ್ಥೈಸಿಕೊಂಡವರು. ಪ್ರಕೃತಿಯನ್ನು ಅರ್ಥೈಸಿಕೊಂಡರೆ ವಿಜ್ಞಾನ ಕಲಿಕೆ ಸುಲಭವಾಗುತ್ತದೆ ಎಂದು ಹೊಸದಿಲ್ಲಿಯ ಡಿಆರ್‌ಡಿಒ ವಿಜ್ಞಾನಿ ಹೇಳಿದರು. ವಿವೇಕಾನಂದ ಪದವಿಪೂರ್ವ ಕಾಲೇಜಿನಲ್ಲಿ ವಿದ್ಯಾರ್ಥಿಗಳನ್ನುದ್ದೇಶಿಸಿ ಅವರು ಮಾತನಾಡಿದರು. ವಿದ್ಯಾರ್ಥಿಗಳು ಕುತೂಹಲದಿಂದ ಪ್ರಶ್ನೆಗಳನ್ನು ಕೇಳಿ ಉತ್ತರ ಪಡೆದರು. ಕಾಲೇಜಿನ ಪ್ರಾಂಶುಪಾಲರು, ಉಪನ್ಯಾಸಕರು ಉಪಸ್ಥಿತರಿದ್ದರು. xyxy=(200,1979,668,2031)
section-rule xyxy=(258,624,1298,625)
story-photo xyxy=(606,1242,986,1442)
story-title: ಬಂಟಕಲ್ಲು ಕಾಲೇಜ್: ಮಹಿಳಾ ದಿನಾಚರಣೆ xyxy=(40,1319,215,1362)
